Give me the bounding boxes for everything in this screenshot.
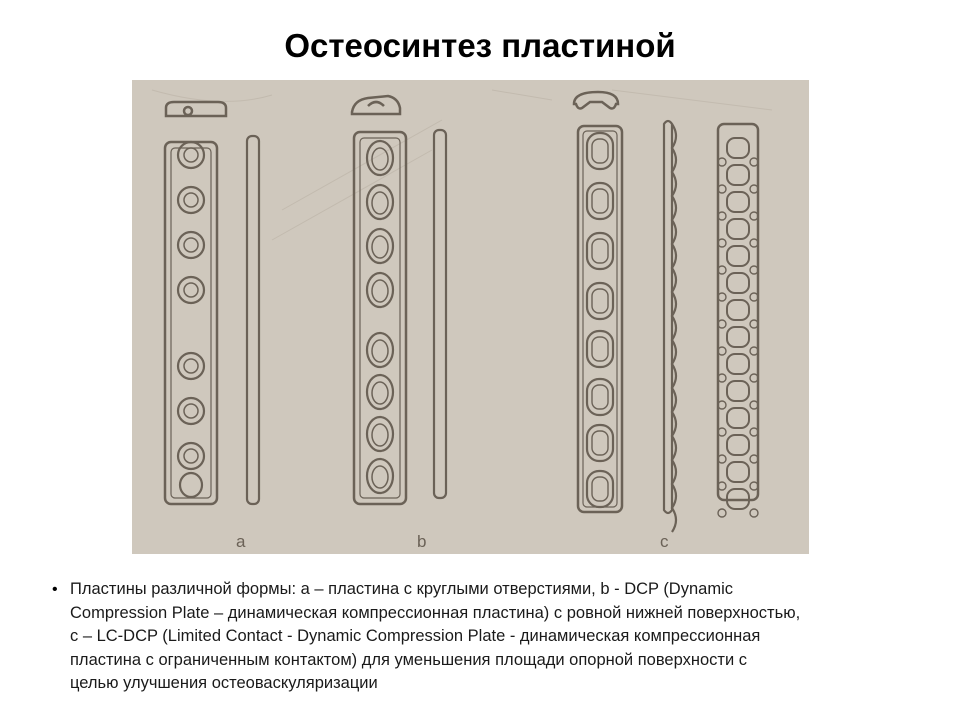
underside-hole (727, 354, 749, 374)
underside-hole (727, 462, 749, 482)
plate-b-cross-section (352, 96, 400, 114)
underside-hole (727, 381, 749, 401)
round-hole (178, 142, 204, 168)
round-hole (178, 443, 204, 469)
oval-hole-inner (372, 466, 388, 488)
plate-b-holes (367, 141, 393, 493)
lcdcp-hole-inner (592, 139, 608, 163)
round-hole (178, 187, 204, 213)
panel-label-c: c (660, 532, 669, 551)
plate-c-cross-section (574, 92, 618, 109)
underside-hole (727, 246, 749, 266)
caption-line: с – LC-DCP (Limited Contact - Dynamic Compression Plate - динамическая компрессионная (70, 627, 761, 645)
plate-a-side (247, 136, 259, 504)
lcdcp-hole-inner (592, 477, 608, 501)
oval-hole-inner (372, 280, 388, 302)
panel-label-a: a (236, 532, 246, 551)
figure-caption (70, 578, 920, 696)
oval-hole-inner (372, 236, 388, 258)
oval-hole-inner (372, 148, 388, 170)
round-hole (178, 353, 204, 379)
plate-b-front (354, 132, 406, 504)
lcdcp-hole-inner (592, 189, 608, 213)
underside-hole (727, 138, 749, 158)
caption-line: Compression Plate – динамическая компрессионная пластина) с ровной нижней поверхностью, (70, 603, 801, 622)
underside-hole (727, 165, 749, 185)
oval-hole-inner (372, 382, 388, 404)
caption-bullet (52, 578, 932, 696)
round-hole-inner (184, 283, 198, 297)
lcdcp-hole-inner (592, 337, 608, 361)
underside-hole (727, 219, 749, 239)
underside-scallop (750, 509, 758, 517)
plate-c-underside (718, 124, 758, 500)
round-hole (178, 398, 204, 424)
round-hole-inner (184, 449, 198, 463)
plates-drawing (132, 80, 809, 554)
underside-scallop (718, 509, 726, 517)
oval-hole-inner (372, 192, 388, 214)
plate-c-underside-holes (718, 138, 758, 517)
round-hole-inner (184, 148, 198, 162)
plate-a-holes (178, 142, 204, 497)
round-hole (178, 232, 204, 258)
bullet-icon: • (52, 581, 58, 598)
caption-line: Пластины различной формы: а – пластина с круглыми отверстиями, b - DCP (Dynamic (70, 580, 733, 598)
underside-hole (727, 327, 749, 347)
plate-b-side (434, 130, 446, 498)
round-hole-inner (184, 359, 198, 373)
underside-hole (727, 408, 749, 428)
plates-illustration (132, 80, 809, 554)
round-hole-inner (184, 238, 198, 252)
slide-title: Остеосинтез пластиной (284, 27, 676, 64)
oval-hole-inner (372, 340, 388, 362)
round-hole (178, 277, 204, 303)
lcdcp-hole-inner (592, 289, 608, 313)
oval-hole-inner (372, 424, 388, 446)
plate-c-holes (587, 133, 613, 507)
round-hole-inner (184, 193, 198, 207)
caption-line: целью улучшения остеоваскуляризации (70, 674, 378, 692)
lcdcp-hole-inner (592, 431, 608, 455)
round-hole (180, 473, 202, 497)
lcdcp-hole-inner (592, 239, 608, 263)
underside-hole (727, 300, 749, 320)
caption-line: пластина с ограниченным контактом) для уменьшения площади опорной поверхности с (70, 650, 747, 669)
lcdcp-hole-inner (592, 385, 608, 409)
round-hole-inner (184, 404, 198, 418)
panel-label-b: b (417, 532, 427, 551)
underside-hole (727, 435, 749, 455)
underside-hole (727, 192, 749, 212)
plate-c-side (664, 121, 676, 532)
underside-hole (727, 273, 749, 293)
plate-a-cross-section (166, 102, 226, 116)
